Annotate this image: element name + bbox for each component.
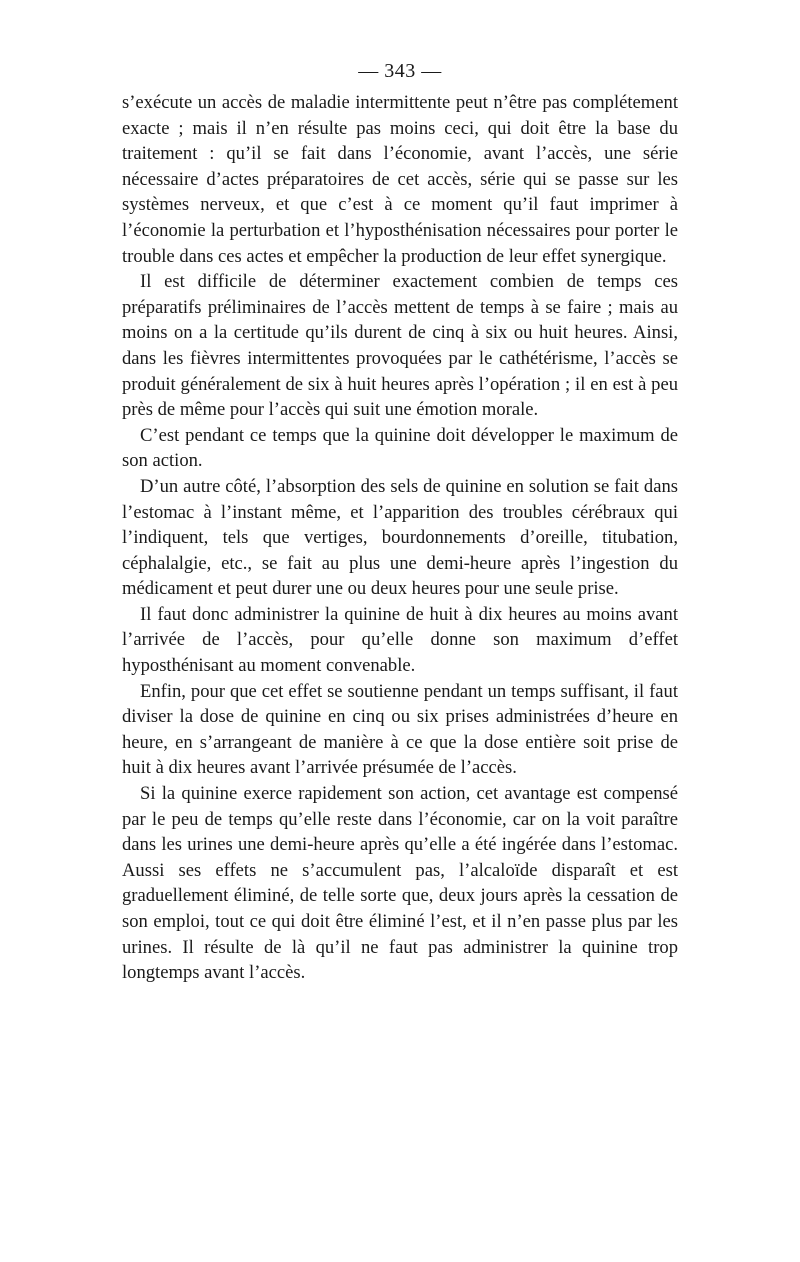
paragraph-1: s’exécute un accès de maladie intermittente peut n’être pas complétement exacte ; mais il n’en résulte pas moins ceci, qui doit être la base du traitement : qu’il se fait dans l’économie, avant l’accès, une série nécessaire d’actes préparatoires de cet accès, série qui se passe sur les systèmes nerveux, et que c’est à ce moment qu’il faut imprimer à l’économie la perturbation et l’hyposthénisation nécessaires pour porter le trouble dans ces actes et empêcher la production de leur effet synergique.: [122, 92, 678, 267]
page-number: — 343 —: [358, 60, 442, 82]
book-page: [122, 58, 678, 986]
paragraph-2: Il est difficile de déterminer exactement combien de temps ces préparatifs préliminaires de l’accès mettent de temps à se faire ; mais au moins on a la certitude qu’ils durent de cinq à six ou huit heures. Ainsi, dans les fièvres intermittentes provoquées par le cathétérisme, l’accès se produit généralement de six à huit heures après l’opération ; il en est à peu près de même pour l’accès qui suit une émotion morale.: [122, 271, 678, 421]
paragraph-7: Si la quinine exerce rapidement son action, cet avantage est compensé par le peu de temps qu’elle reste dans l’économie, car on la voit paraître dans les urines une demi-heure après qu’elle a été ingérée dans l’estomac. Aussi ses effets ne s’accumulent pas, l’alcaloïde disparaît et est graduellement éliminé, de telle sorte que, deux jours après la cessation de son emploi, tout ce qui doit être éliminé l’est, et il n’en passe plus par les urines. Il résulte de là qu’il ne faut pas administrer la quinine trop longtemps avant l’accès.: [122, 783, 678, 984]
paragraph-4: D’un autre côté, l’absorption des sels de quinine en solution se fait dans l’estomac à l’instant même, et l’apparition des troubles cérébraux qui l’indiquent, tels que vertiges, bourdonnements d’oreille, titubation, céphalalgie, etc., se fait au plus une demi-heure après l’ingestion du médicament et peut durer une ou deux heures pour une seule prise.: [122, 475, 678, 600]
paragraph-6: Enfin, pour que cet effet se soutienne pendant un temps suffisant, il faut diviser la dose de quinine en cinq ou six prises administrées d’heure en heure, en s’arrangeant de manière à ce que la dose entière soit prise de huit à dix heures avant l’arrivée présumée de l’accès.: [122, 680, 678, 779]
paragraph-5: Il faut donc administrer la quinine de huit à dix heures au moins avant l’arrivée de l’accès, pour qu’elle donne son maximum d’effet hyposthénisant au moment convenable.: [122, 603, 678, 677]
paragraph-3: C’est pendant ce temps que la quinine doit développer le maximum de son action.: [122, 424, 678, 472]
